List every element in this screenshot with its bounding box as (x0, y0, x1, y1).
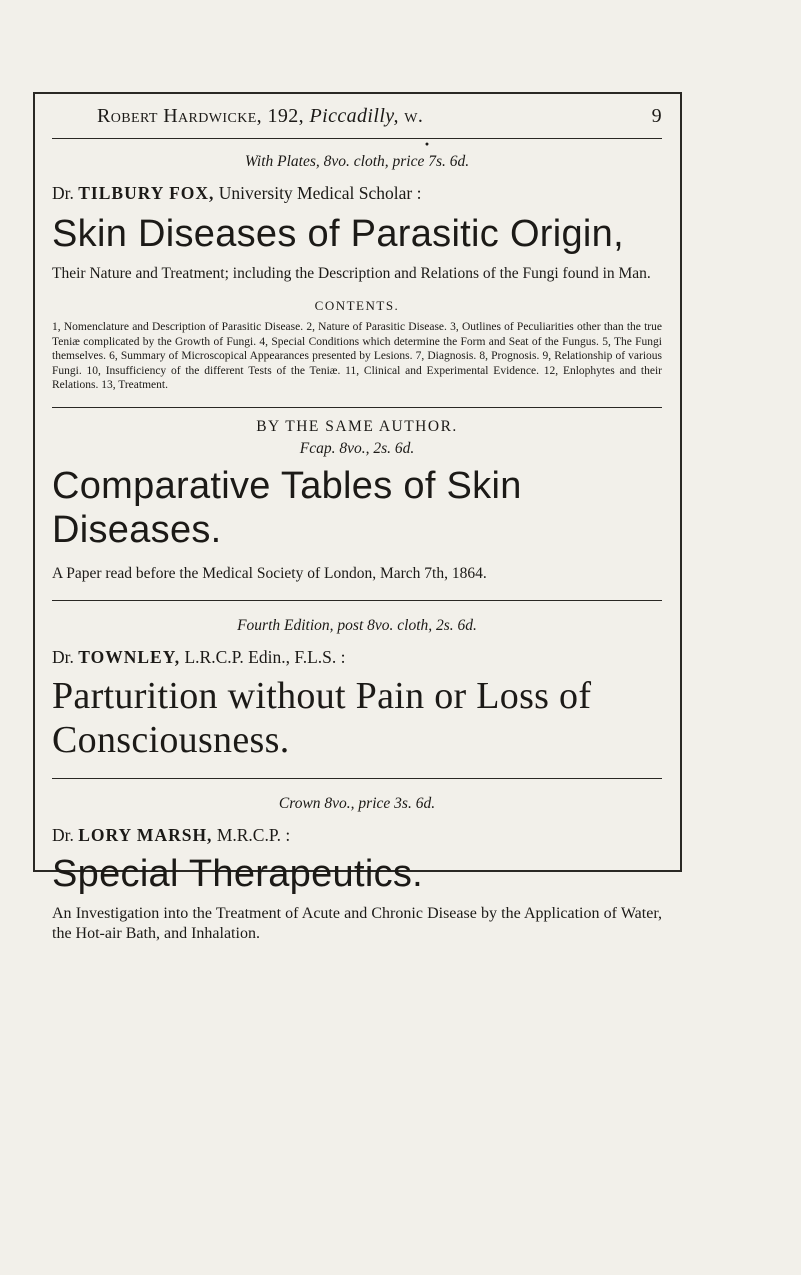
entry-townley (52, 617, 662, 762)
entry-title: Comparative Tables of Skin Diseases. (52, 464, 522, 551)
header-imprint (97, 96, 423, 136)
header-address-number: 192, (267, 105, 305, 127)
page-border-left (33, 92, 35, 872)
entry-title: Skin Diseases of Parasitic Origin, (52, 213, 624, 255)
header-district: w. (404, 105, 424, 127)
contents-heading: CONTENTS. (314, 298, 400, 313)
author-name: TILBURY FOX, (78, 183, 215, 203)
entry-price: With Plates, 8vo. cloth, price 7s. 6d. (244, 153, 470, 170)
author-prefix: Dr. (52, 824, 74, 845)
entry-description: An Investigation into the Treatment of Acute and Chronic Disease by the Application of Water, the Hot-air Bath, and Inhalation. (52, 904, 662, 942)
entry-title: Special Therapeutics. (52, 852, 424, 895)
running-header (52, 96, 662, 136)
entry-title: Parturition without Pain or Loss of Consciousness. (52, 674, 592, 761)
author-name: LORY MARSH, (78, 824, 213, 845)
author-credentials: University Medical Scholar : (218, 183, 422, 203)
author-prefix: Dr. (52, 183, 74, 203)
page-border-right (680, 92, 682, 872)
author-prefix: Dr. (52, 646, 74, 667)
section-divider (52, 407, 662, 408)
section-heading: BY THE SAME AUTHOR. (256, 417, 458, 435)
entry-price: Crown 8vo., price 3s. 6d. (278, 794, 436, 812)
page-number: 9 (651, 105, 662, 127)
entry-comparative-tables (52, 418, 662, 584)
author-credentials: L.R.C.P. Edin., F.L.S. : (184, 646, 346, 667)
header-street: Piccadilly, (309, 105, 399, 127)
entry-description: A Paper read before the Medical Society of London, March 7th, 1864. (52, 564, 487, 582)
author-credentials: M.R.C.P. : (216, 824, 291, 845)
entry-author (52, 825, 662, 846)
entry-tilbury-fox (52, 153, 662, 393)
header-publisher: Robert Hardwicke, (97, 105, 263, 127)
ornament-dot: ● (424, 140, 430, 148)
entry-lory-marsh (52, 795, 662, 944)
entry-price: Fcap. 8vo., 2s. 6d. (299, 439, 415, 457)
page-border-top (33, 92, 681, 94)
entry-price: Fourth Edition, post 8vo. cloth, 2s. 6d. (237, 616, 477, 634)
entry-author (52, 183, 662, 204)
section-divider (52, 600, 662, 601)
contents-body: 1, Nomenclature and Description of Parasitic Disease. 2, Nature of Parasitic Disease. 3, Outlines of Peculiarities other than the true Teniæ complicated by the Growth of Fungi. 4, Special Conditions which determine the Form and Seat of the Fungus. 5, The Fungi themselves. 6, Summary of Microscopical Appearances presented by Lesions. 7, Diagnosis. 8, Prognosis. 9, Relationship of various Fungi. 10, Insufficiency of the different Tests of the Teniæ. 11, Clinical and Experimental Evidence. 12, Enlophytes and their Relations. 13, Treatment. (52, 321, 662, 391)
entry-description: Their Nature and Treatment; including the Description and Relations of the Fungi found in Man. (52, 265, 651, 282)
page-content (52, 96, 662, 944)
author-name: TOWNLEY, (78, 646, 181, 667)
section-divider (52, 778, 662, 779)
entry-author (52, 647, 662, 668)
